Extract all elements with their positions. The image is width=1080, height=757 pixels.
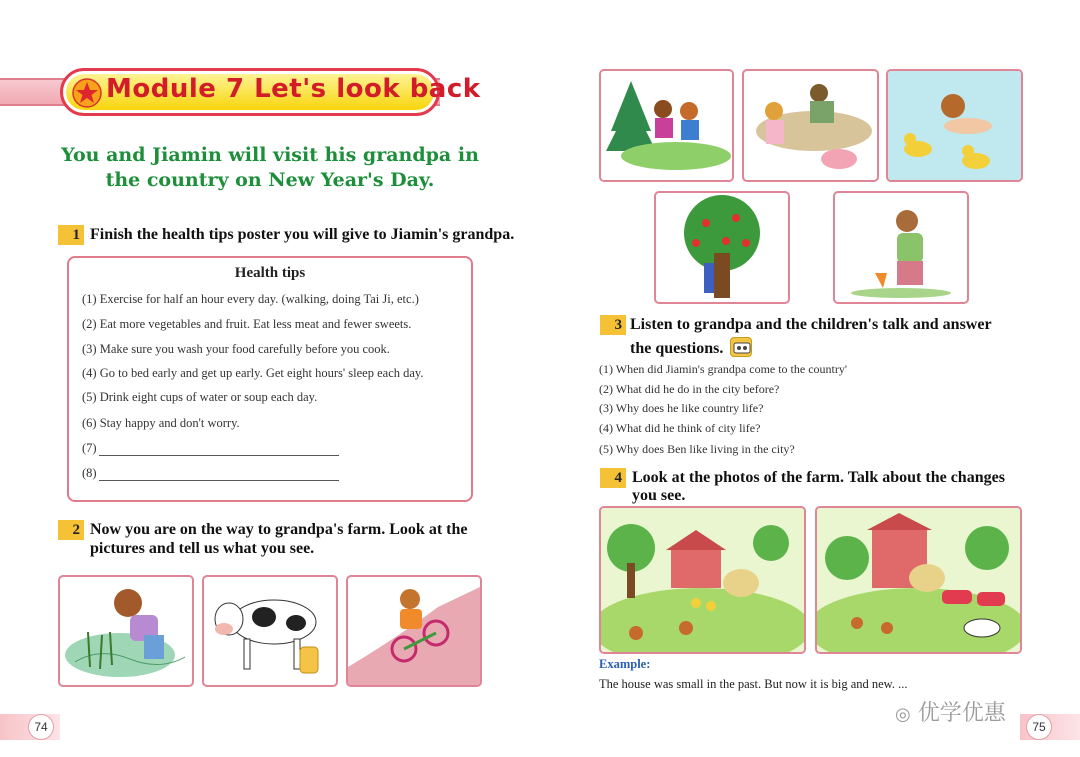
tip-item: (5) Drink eight cups of water or soup each day. xyxy=(82,390,318,404)
picture-family-picnic xyxy=(599,69,734,182)
question-item: (5) Why does Ben like living in the city? xyxy=(599,442,795,456)
module-title: Module 7 Let's look back xyxy=(106,74,481,104)
tip-item: (4) Go to bed early and get up early. Get eight hours' sleep each day. xyxy=(82,366,424,380)
task-2-line-2: pictures and tell us what you see. xyxy=(90,540,315,557)
task-4-line-1: Look at the photos of the farm. Talk about the changes xyxy=(632,469,1005,486)
question-item: (1) When did Jiamin's grandpa come to the country' xyxy=(599,362,848,376)
task-3-line-2: the questions. xyxy=(630,340,724,357)
question-item: (4) What did he think of city life? xyxy=(599,421,761,435)
picture-boy-cycling xyxy=(346,575,482,687)
photo-farm-now xyxy=(815,506,1022,654)
tip-blank-8[interactable] xyxy=(82,466,339,481)
task-4-line-2: you see. xyxy=(632,487,686,504)
picture-apple-tree xyxy=(654,191,790,304)
picture-cow-with-milk xyxy=(202,575,338,687)
health-tips-title: Health tips xyxy=(234,265,306,281)
picture-grandma-carrots xyxy=(833,191,969,304)
picture-farmers-working xyxy=(742,69,879,182)
task-4-number: 4 xyxy=(600,468,626,488)
tip-number-8: (8) xyxy=(82,466,97,480)
tip-blank-7[interactable] xyxy=(82,441,339,456)
tip-item: (1) Exercise for half an hour every day. (walking, doing Tai Ji, etc.) xyxy=(82,292,419,306)
task-1-number: 1 xyxy=(58,225,84,245)
task-2-line-1: Now you are on the way to grandpa's farm. Look at the xyxy=(90,521,468,538)
page-number-right: 75 xyxy=(1026,714,1052,740)
intro-line-2: the country on New Year's Day. xyxy=(105,169,435,191)
wechat-icon: ◎ xyxy=(895,704,911,725)
question-item: (3) Why does he like country life? xyxy=(599,401,764,415)
question-item: (2) What did he do in the city before? xyxy=(599,382,780,396)
task-2-number: 2 xyxy=(58,520,84,540)
tip-item: (3) Make sure you wash your food carefully before you cook. xyxy=(82,342,390,356)
photo-farm-past xyxy=(599,506,806,654)
tip-number-7: (7) xyxy=(82,441,97,455)
example-label: Example: xyxy=(599,657,651,671)
star-icon xyxy=(72,78,102,108)
answer-line[interactable] xyxy=(99,471,339,481)
page-number-left: 74 xyxy=(28,714,54,740)
tip-item: (6) Stay happy and don't worry. xyxy=(82,416,240,430)
task-1-instruction: Finish the health tips poster you will give to Jiamin's grandpa. xyxy=(90,226,515,243)
picture-boy-swimming-ducks xyxy=(886,69,1023,182)
picture-boy-planting-rice xyxy=(58,575,194,687)
answer-line[interactable] xyxy=(99,446,339,456)
watermark xyxy=(895,696,1006,727)
intro-line-1: You and Jiamin will visit his grandpa in xyxy=(61,144,479,166)
cassette-icon[interactable] xyxy=(730,337,752,357)
task-3-number: 3 xyxy=(600,315,626,335)
tip-item: (2) Eat more vegetables and fruit. Eat less meat and fewer sweets. xyxy=(82,317,412,331)
example-text: The house was small in the past. But now it is big and new. ... xyxy=(599,677,908,691)
watermark-text: 优学优惠 xyxy=(917,701,1006,726)
task-3-line-1: Listen to grandpa and the children's talk and answer xyxy=(630,316,992,333)
